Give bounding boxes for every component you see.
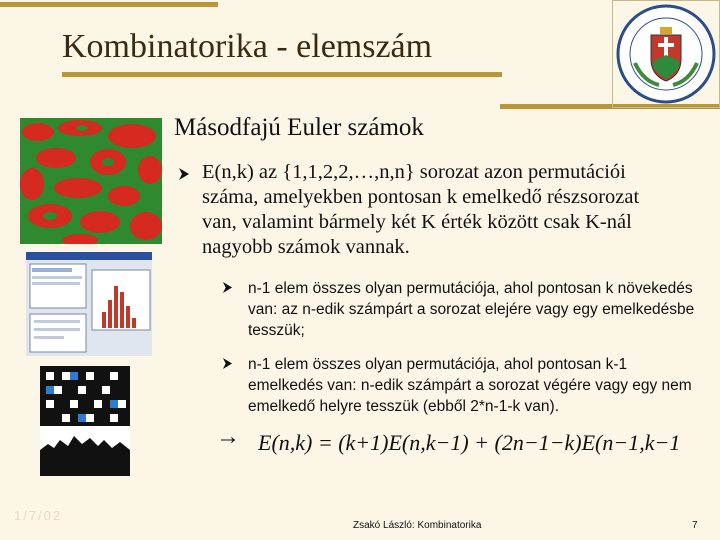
arrow-bullet-icon bbox=[222, 357, 233, 375]
footer-date: 1/7/02 bbox=[14, 508, 63, 523]
main-bullet-text: E(n,k) az {1,1,2,2,…,n,n} sorozat azon permutációi száma, amelyekben pontosan k emelkedő részsorozat van, valamint bármely két K érték között csak K-nál nagyobb számok vannak. bbox=[202, 161, 640, 258]
sub-bullet-2 bbox=[222, 354, 698, 417]
sub-bullet-1 bbox=[222, 278, 698, 341]
maze-pattern-image bbox=[40, 366, 130, 476]
sub-bullet-2-text: n-1 elem összes olyan permutációja, ahol pontosan k-1 emelkedés van: n-edik számpárt a sorozat végére vagy egy nem emelkedő helyre tesszük (ebből 2*n-1-k van). bbox=[248, 356, 692, 415]
arrow-bullet-icon bbox=[222, 281, 233, 299]
formula-text: E(n,k) = (k+1)E(n,k−1) + (2n−1−k)E(n−1,k−1) bbox=[258, 430, 678, 455]
accent-bar-top bbox=[0, 2, 218, 7]
university-seal-icon bbox=[612, 0, 720, 108]
software-screenshot-image bbox=[26, 252, 152, 356]
accent-bar-title bbox=[62, 72, 502, 77]
slide-title: Kombinatorika - elemszám bbox=[62, 28, 433, 65]
footer-author: Zsakó László: Kombinatorika bbox=[353, 520, 482, 531]
recurrence-formula bbox=[258, 426, 678, 460]
main-bullet bbox=[178, 160, 676, 260]
random-pattern-image bbox=[20, 118, 162, 244]
sub-bullet-1-text: n-1 elem összes olyan permutációja, ahol pontosan k növekedés van: az n-edik számpárt a sorozat elejére vagy egy emelkedésbe tesszük; bbox=[248, 280, 695, 339]
slide-subtitle: Másodfajú Euler számok bbox=[174, 114, 424, 141]
result-arrow: → bbox=[216, 424, 240, 450]
page-number: 7 bbox=[692, 520, 698, 531]
arrow-bullet-icon bbox=[178, 164, 190, 187]
